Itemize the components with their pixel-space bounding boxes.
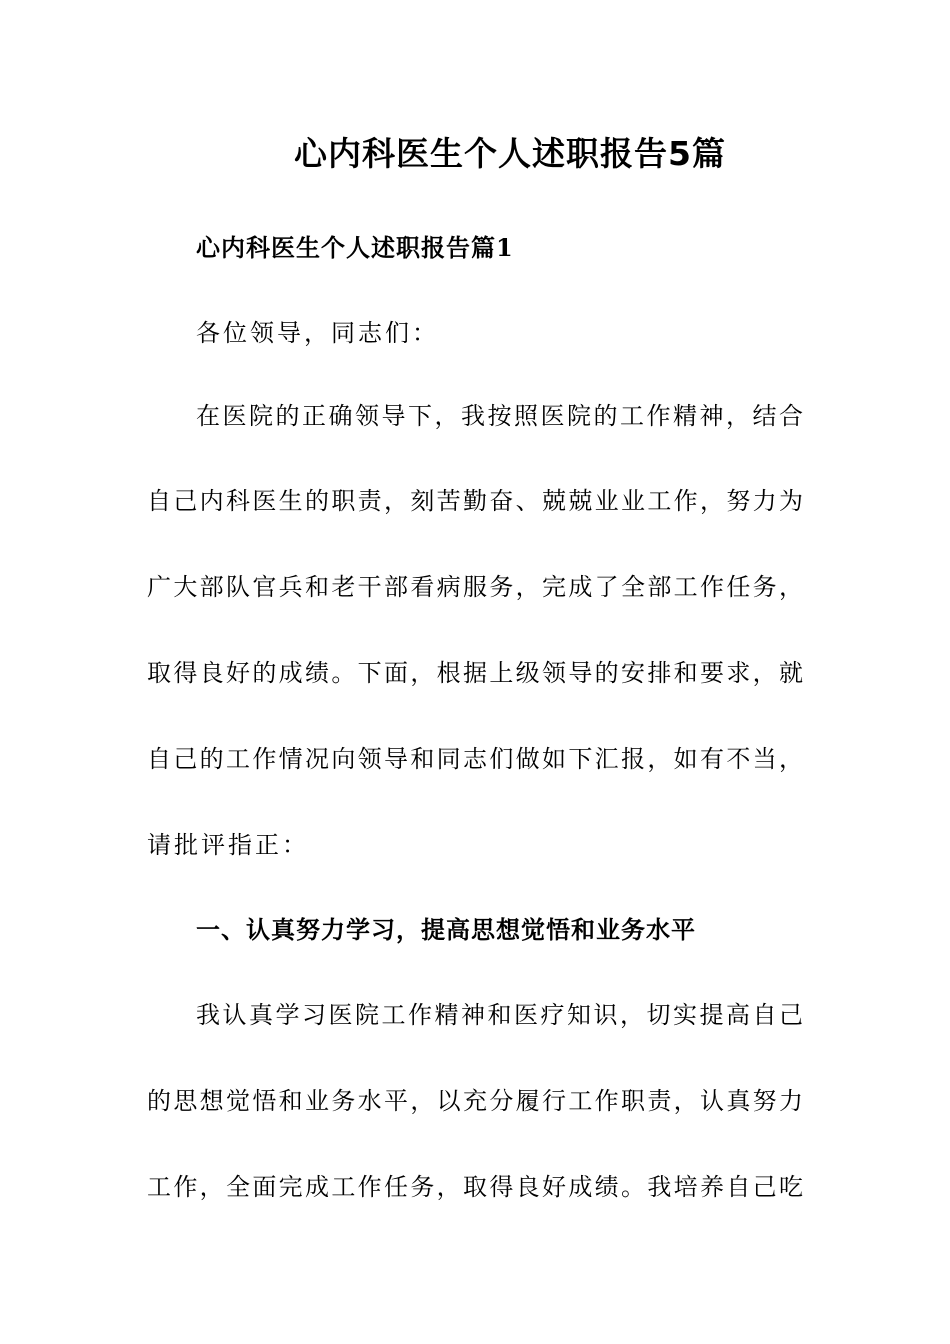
section-heading: 心内科医生个人述职报告篇1 [196,233,514,262]
paragraph-line: 在医院的正确领导下，我按照医院的工作精神，结合 [196,402,803,430]
paragraph-line: 请批评指正： [147,831,309,859]
paragraph-line: 我认真学习医院工作精神和医疗知识，切实提高自己 [196,1001,803,1029]
paragraph-line: 取得良好的成绩。下面，根据上级领导的安排和要求，就 [147,659,803,687]
paragraph-line: 自己内科医生的职责，刻苦勤奋、兢兢业业工作，努力为 [147,487,803,515]
paragraph-line: 工作，全面完成工作任务，取得良好成绩。我培养自己吃 [147,1173,803,1201]
paragraph-line: 广大部队官兵和老干部看病服务，完成了全部工作任务， [147,573,803,601]
paragraph-line: 的思想觉悟和业务水平，以充分履行工作职责，认真努力 [147,1087,803,1115]
salutation: 各位领导，同志们： [196,319,439,347]
document-title: 心内科医生个人述职报告5篇 [294,134,726,173]
paragraph-line: 自己的工作情况向领导和同志们做如下汇报，如有不当， [147,745,803,773]
subheading: 一、认真努力学习，提高思想觉悟和业务水平 [196,915,696,944]
